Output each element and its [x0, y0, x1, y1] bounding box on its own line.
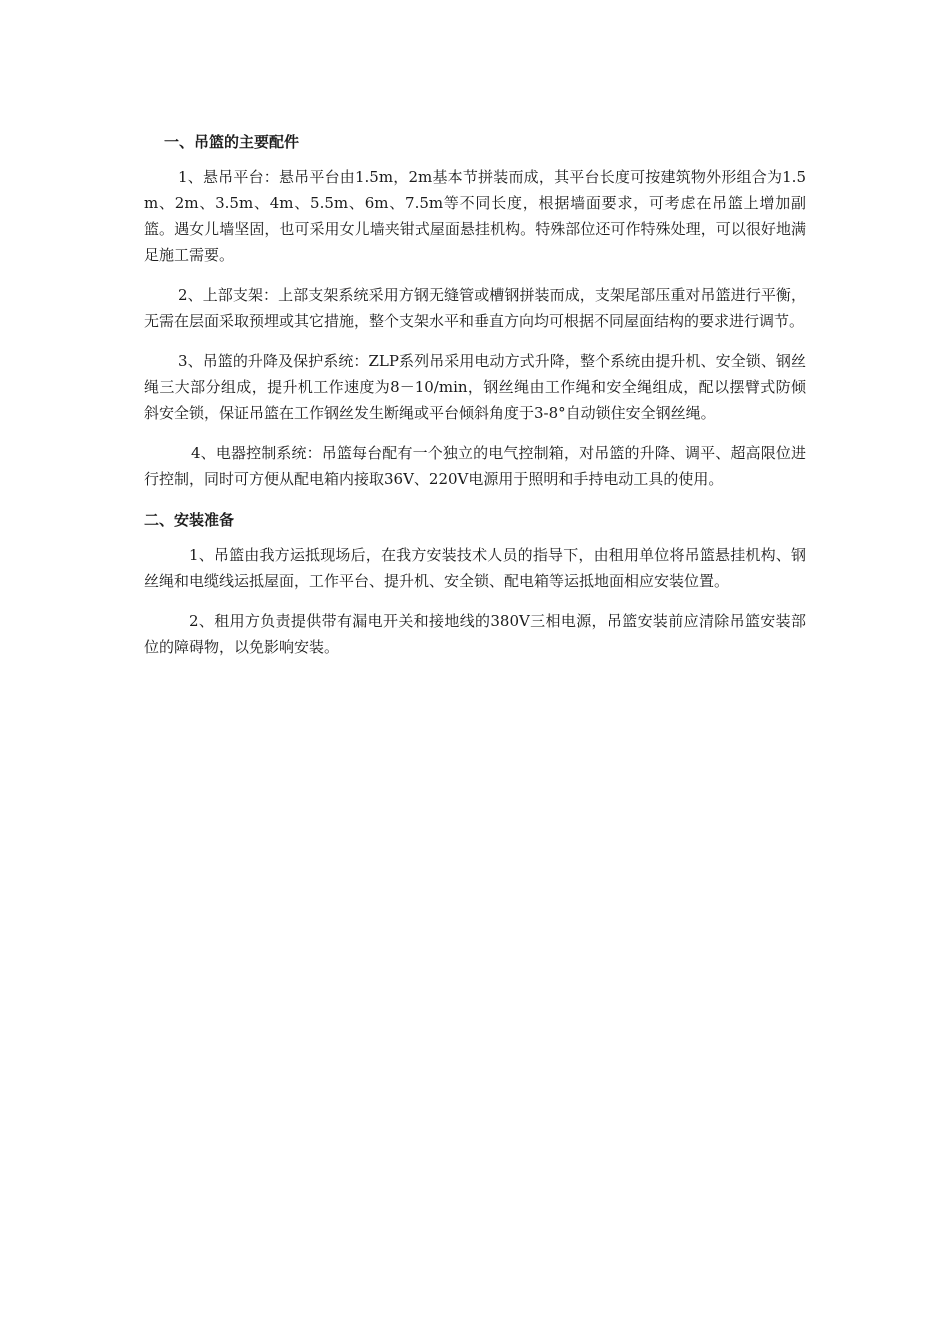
paragraph-suspended-platform: 1、悬吊平台：悬吊平台由1.5m，2m基本节拼装而成，其平台长度可按建筑物外形组合为1.5m、2m、3.5m、4m、5.5m、6m、7.5m等不同长度，根据墙面要求，可考虑在吊篮上增加副篮。遇女儿墙坚固，也可采用女儿墙夹钳式屋面悬挂机构。特殊部位还可作特殊处理，可以很好地满足施工需要。 — [144, 168, 806, 264]
section-heading-installation-prep: 二、安装准备 — [144, 511, 235, 529]
paragraph-upper-support: 2、上部支架：上部支架系统采用方钢无缝管或槽钢拼装而成，支架尾部压重对吊篮进行平衡，无需在层面采取预埋或其它措施，整个支架水平和垂直方向均可根据不同屋面结构的要求进行调节。 — [144, 286, 806, 330]
section-heading-accessories: 一、吊篮的主要配件 — [164, 133, 300, 151]
paragraph-delivery: 1、吊篮由我方运抵现场后，在我方安装技术人员的指导下，由租用单位将吊篮悬挂机构、钢丝绳和电缆线运抵屋面，工作平台、提升机、安全锁、配电箱等运抵地面相应安装位置。 — [144, 546, 806, 590]
document-body — [144, 128, 806, 660]
paragraph-power-supply: 2、租用方负责提供带有漏电开关和接地线的380V三相电源，吊篮安装前应清除吊篮安装部位的障碍物，以免影响安装。 — [144, 612, 806, 656]
paragraph-lifting-protection: 3、吊篮的升降及保护系统：ZLP系列吊采用电动方式升降，整个系统由提升机、安全锁、钢丝绳三大部分组成，提升机工作速度为8－10/min，钢丝绳由工作绳和安全绳组成，配以摆臂式防倾斜安全锁，保证吊篮在工作钢丝发生断绳或平台倾斜角度于3-8°自动锁住安全钢丝绳。 — [144, 352, 806, 422]
paragraph-electrical-control: 4、电器控制系统：吊篮每台配有一个独立的电气控制箱，对吊篮的升降、调平、超高限位进行控制，同时可方便从配电箱内接取36V、220V电源用于照明和手持电动工具的使用。 — [144, 444, 806, 488]
